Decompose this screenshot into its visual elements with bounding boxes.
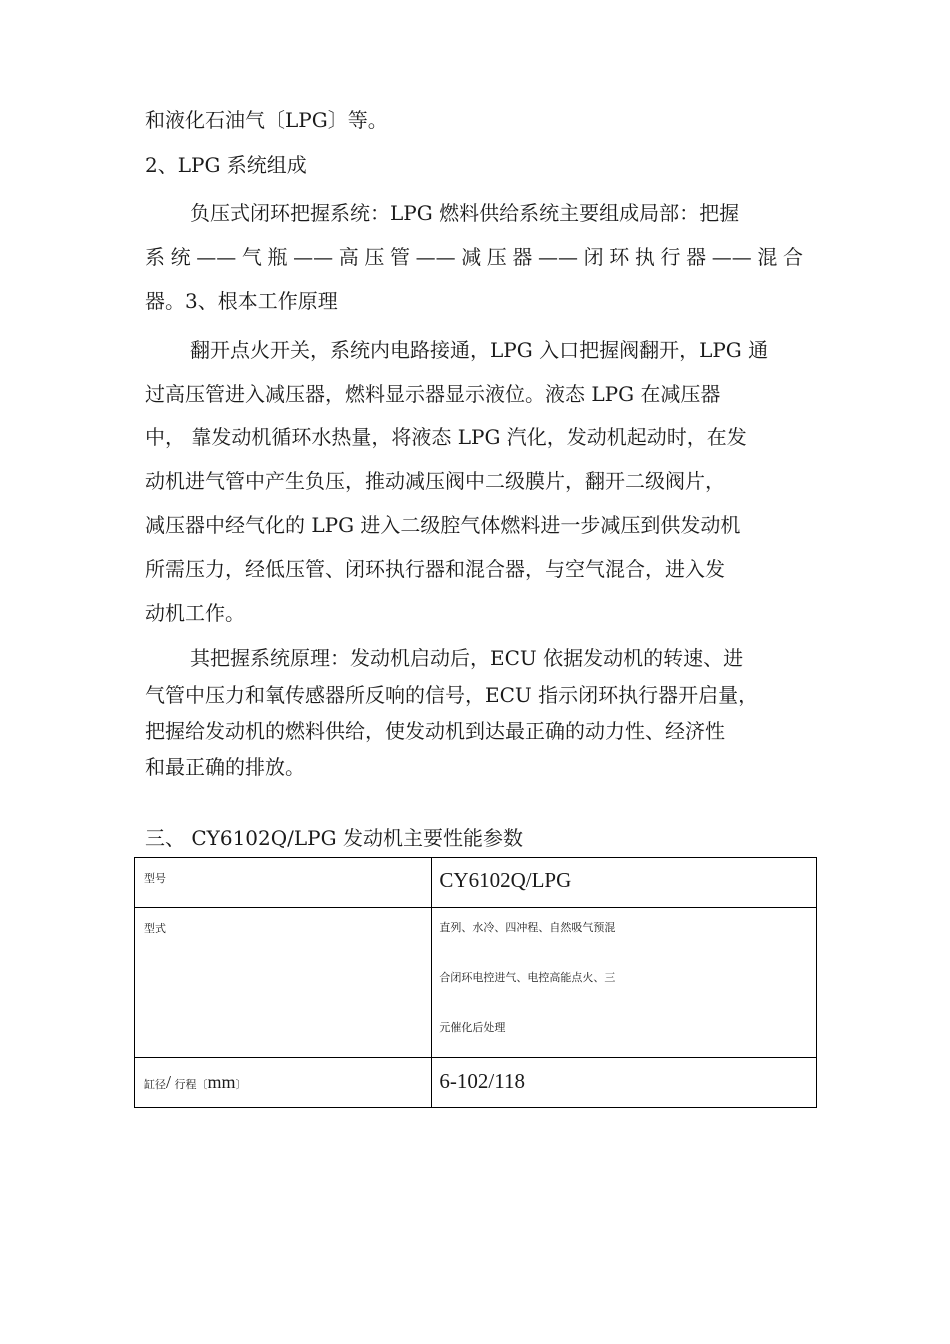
- slash-text: /: [166, 1072, 172, 1092]
- stroke-label-text: 行程〔: [171, 1078, 208, 1091]
- table-cell-value: [432, 858, 817, 908]
- engine-parameters-table: [134, 857, 817, 1108]
- para-2-line-7: 动机工作。: [145, 601, 245, 625]
- model-label: 型号: [144, 872, 166, 885]
- bore-stroke-label: [135, 1058, 431, 1093]
- para-3-line-1: 其把握系统原理：发动机启动后，ECU 依据发动机的转速、进: [190, 646, 744, 670]
- para-2-line-3: 中， 靠发动机循环水热量，将液态 LPG 汽化，发动机起动时，在发: [145, 425, 747, 449]
- table-row: [135, 858, 817, 908]
- type-value-line-2: 合闭环电控进气、电控高能点火、三: [439, 971, 616, 984]
- table-row: [135, 908, 817, 1058]
- table-cell-label: [135, 908, 432, 1058]
- para-2-line-2: 过高压管进入减压器，燃料显示器显示液位。液态 LPG 在减压器: [145, 382, 721, 406]
- type-value-line-1: 直列、水冷、四冲程、自然吸气预混: [439, 921, 616, 934]
- model-value: CY6102Q/LPG: [439, 868, 572, 892]
- bore-stroke-value: 6-102/118: [439, 1069, 525, 1093]
- section-2-heading: 2、LPG 系统组成: [145, 153, 307, 177]
- type-value-line-3: 元催化后处理: [439, 1021, 506, 1034]
- body-line-1: 和液化石油气〔LPG〕等。: [145, 108, 388, 132]
- para-1-line-1: 负压式闭环把握系统：LPG 燃料供给系统主要组成局部：把握: [190, 201, 740, 225]
- bore-label-text: 缸径: [144, 1078, 166, 1091]
- para-1-line-2: 系统——气瓶——高压管——减压器——闭环执行器——混合: [145, 245, 803, 269]
- unit-mm-text: mm: [207, 1072, 236, 1092]
- table-cell-label: [135, 858, 432, 908]
- table-cell-value: [432, 908, 817, 1058]
- type-label: 型式: [144, 922, 166, 935]
- para-2-line-5: 减压器中经气化的 LPG 进入二级腔气体燃料进一步减压到供发动机: [145, 513, 741, 537]
- bracket-close-text: 〕: [235, 1078, 247, 1091]
- table-row: [135, 1058, 817, 1108]
- table-cell-label: [135, 1058, 432, 1108]
- para-1-line-3: 器。3、根本工作原理: [145, 289, 338, 313]
- para-3-line-2: 气管中压力和氧传感器所反响的信号，ECU 指示闭环执行器开启量，: [145, 683, 759, 707]
- table-cell-value: [432, 1058, 817, 1108]
- para-2-line-6: 所需压力，经低压管、闭环执行器和混合器，与空气混合，进入发: [145, 557, 725, 581]
- para-3-line-4: 和最正确的排放。: [145, 755, 305, 779]
- section-3-heading: 三、 CY6102Q/LPG 发动机主要性能参数: [145, 826, 523, 850]
- para-3-line-3: 把握给发动机的燃料供给，使发动机到达最正确的动力性、经济性: [145, 719, 725, 743]
- para-2-line-4: 动机进气管中产生负压，推动减压阀中二级膜片，翻开二级阀片，: [145, 469, 725, 493]
- para-2-line-1: 翻开点火开关，系统内电路接通，LPG 入口把握阀翻开，LPG 通: [190, 338, 769, 362]
